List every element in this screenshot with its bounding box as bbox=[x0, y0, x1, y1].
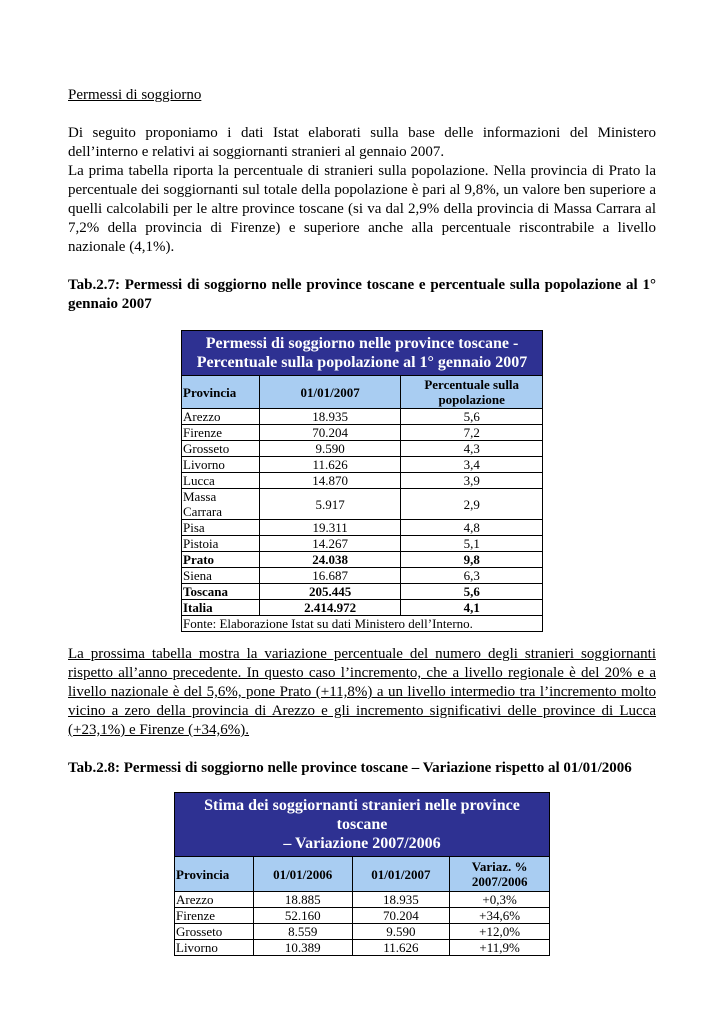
table1-cell-perc: 3,9 bbox=[401, 473, 543, 489]
table1-cell-provincia: Prato bbox=[182, 552, 260, 568]
table2-header-date2007: 01/01/2007 bbox=[352, 857, 450, 892]
table-row bbox=[182, 552, 543, 568]
table1-cell-perc: 5,6 bbox=[401, 409, 543, 425]
table1-cell-value: 14.267 bbox=[259, 536, 401, 552]
table2-cell-var: +34,6% bbox=[450, 908, 550, 924]
table2-cell-v2007: 9.590 bbox=[352, 924, 450, 940]
table1-title bbox=[182, 331, 543, 376]
table1-cell-value: 14.870 bbox=[259, 473, 401, 489]
table1-cell-provincia: Italia bbox=[182, 600, 260, 616]
table1-cell-value: 70.204 bbox=[259, 425, 401, 441]
table2-body bbox=[175, 892, 550, 956]
table1-cell-value: 18.935 bbox=[259, 409, 401, 425]
table2-cell-provincia: Firenze bbox=[175, 908, 254, 924]
table1-cell-perc: 3,4 bbox=[401, 457, 543, 473]
table-row bbox=[175, 908, 550, 924]
table2-title bbox=[175, 793, 550, 857]
table-row bbox=[182, 600, 543, 616]
table1-cell-provincia: Pistoia bbox=[182, 536, 260, 552]
table2-cell-provincia: Grosseto bbox=[175, 924, 254, 940]
table1-cell-provincia: Firenze bbox=[182, 425, 260, 441]
table1-cell-perc: 9,8 bbox=[401, 552, 543, 568]
middle-paragraph: La prossima tabella mostra la variazione percentuale del numero degli stranieri soggiornanti rispetto all’anno precedente. In questo caso l’incremento, che a livello regionale è del 20% e a livello nazionale è del 5,6%, pone Prato (+11,8%) a un livello intermedio tra l’incremento molto vicino a zero della provincia di Arezzo e gli incremento significativi delle province di Lucca (+23,1%) e Firenze (+34,6%). bbox=[68, 646, 656, 738]
table1-cell-provincia: Toscana bbox=[182, 584, 260, 600]
table1-header-percentuale bbox=[401, 376, 543, 409]
table-row bbox=[175, 940, 550, 956]
table-permessi-2007 bbox=[181, 330, 543, 632]
table1-cell-provincia: Pisa bbox=[182, 520, 260, 536]
section-title: Permessi di soggiorno bbox=[68, 87, 202, 103]
table-row bbox=[182, 409, 543, 425]
table1-cell-value: 24.038 bbox=[259, 552, 401, 568]
table1-header-perc-line2: popolazione bbox=[438, 392, 505, 407]
table-row bbox=[182, 520, 543, 536]
table-row bbox=[182, 441, 543, 457]
table-variazione-2007-2006 bbox=[174, 792, 550, 956]
table2-title-line1: Stima dei soggiornanti stranieri nelle province toscane bbox=[204, 797, 520, 833]
table1-header-row bbox=[182, 376, 543, 409]
table1-wrapper bbox=[68, 330, 656, 632]
table2-caption: Tab.2.8: Permessi di soggiorno nelle province toscane – Variazione rispetto al 01/01/2006 bbox=[68, 760, 632, 776]
table2-cell-v2006: 8.559 bbox=[253, 924, 352, 940]
table1-cell-perc: 4,3 bbox=[401, 441, 543, 457]
table2-cell-var: +12,0% bbox=[450, 924, 550, 940]
table-row bbox=[182, 457, 543, 473]
table1-cell-value: 2.414.972 bbox=[259, 600, 401, 616]
table1-cell-perc: 2,9 bbox=[401, 489, 543, 520]
table1-source: Fonte: Elaborazione Istat su dati Ministero dell’Interno. bbox=[182, 616, 543, 632]
table1-cell-perc: 4,8 bbox=[401, 520, 543, 536]
intro-paragraph-2: La prima tabella riporta la percentuale di stranieri sulla popolazione. Nella provincia di Prato la percentuale dei soggiornanti sul totale della popolazione è pari al 9,8%, un valore ben superiore a quelli calcolabili per le altre province toscane (si va dal 2,9% della provincia di Massa Carrara al 7,2% della provincia di Firenze) e superiore anche alla percentuale riscontrabile a livello nazionale (4,1%). bbox=[68, 163, 656, 255]
table-row bbox=[182, 489, 543, 520]
table1-cell-provincia: Grosseto bbox=[182, 441, 260, 457]
table2-cell-var: +0,3% bbox=[450, 892, 550, 908]
table1-title-line1: Permessi di soggiorno nelle province toscane - bbox=[205, 335, 519, 352]
table2-title-line2: – Variazione 2007/2006 bbox=[283, 835, 441, 852]
table-row bbox=[182, 568, 543, 584]
table1-cell-provincia: Lucca bbox=[182, 473, 260, 489]
table1-header-perc-line1: Percentuale sulla bbox=[424, 377, 520, 392]
table2-cell-v2007: 70.204 bbox=[352, 908, 450, 924]
table2-header-variazione bbox=[450, 857, 550, 892]
table2-cell-v2007: 11.626 bbox=[352, 940, 450, 956]
table-row bbox=[175, 924, 550, 940]
table1-cell-provincia: Livorno bbox=[182, 457, 260, 473]
table1-cell-perc: 5,6 bbox=[401, 584, 543, 600]
table1-cell-value: 5.917 bbox=[259, 489, 401, 520]
table1-cell-value: 16.687 bbox=[259, 568, 401, 584]
table2-cell-v2006: 18.885 bbox=[253, 892, 352, 908]
table1-cell-value: 9.590 bbox=[259, 441, 401, 457]
table1-cell-provincia: Massa Carrara bbox=[182, 489, 260, 520]
table1-cell-provincia: Arezzo bbox=[182, 409, 260, 425]
table1-cell-perc: 6,3 bbox=[401, 568, 543, 584]
table1-caption: Tab.2.7: Permessi di soggiorno nelle province toscane e percentuale sulla popolazione al 1° gennaio 2007 bbox=[68, 277, 656, 312]
table-row bbox=[182, 584, 543, 600]
table2-header-date2006: 01/01/2006 bbox=[253, 857, 352, 892]
table1-cell-value: 205.445 bbox=[259, 584, 401, 600]
table-row bbox=[175, 892, 550, 908]
table2-cell-v2006: 52.160 bbox=[253, 908, 352, 924]
table1-cell-perc: 7,2 bbox=[401, 425, 543, 441]
table1-cell-provincia: Siena bbox=[182, 568, 260, 584]
table1-header-provincia: Provincia bbox=[182, 376, 260, 409]
table-row bbox=[182, 425, 543, 441]
table2-cell-provincia: Arezzo bbox=[175, 892, 254, 908]
table2-cell-v2007: 18.935 bbox=[352, 892, 450, 908]
table2-cell-provincia: Livorno bbox=[175, 940, 254, 956]
table2-wrapper bbox=[68, 792, 656, 956]
table2-header-var-line2: 2007/2006 bbox=[471, 874, 528, 889]
table-row bbox=[182, 473, 543, 489]
table1-title-line2: Percentuale sulla popolazione al 1° gennaio 2007 bbox=[196, 354, 528, 371]
table2-cell-v2006: 10.389 bbox=[253, 940, 352, 956]
table1-body bbox=[182, 409, 543, 616]
table1-cell-perc: 5,1 bbox=[401, 536, 543, 552]
table2-cell-var: +11,9% bbox=[450, 940, 550, 956]
table1-header-date: 01/01/2007 bbox=[259, 376, 401, 409]
table1-cell-perc: 4,1 bbox=[401, 600, 543, 616]
table2-header-row bbox=[175, 857, 550, 892]
intro-paragraph-1: Di seguito proponiamo i dati Istat elaborati sulla base delle informazioni del Ministero dell’interno e relativi ai soggiornanti stranieri al gennaio 2007. bbox=[68, 125, 656, 160]
table-row bbox=[182, 536, 543, 552]
table2-header-var-line1: Variaz. % bbox=[471, 859, 528, 874]
table2-header-provincia: Provincia bbox=[175, 857, 254, 892]
table1-cell-value: 19.311 bbox=[259, 520, 401, 536]
document-page bbox=[68, 86, 656, 956]
table1-cell-value: 11.626 bbox=[259, 457, 401, 473]
